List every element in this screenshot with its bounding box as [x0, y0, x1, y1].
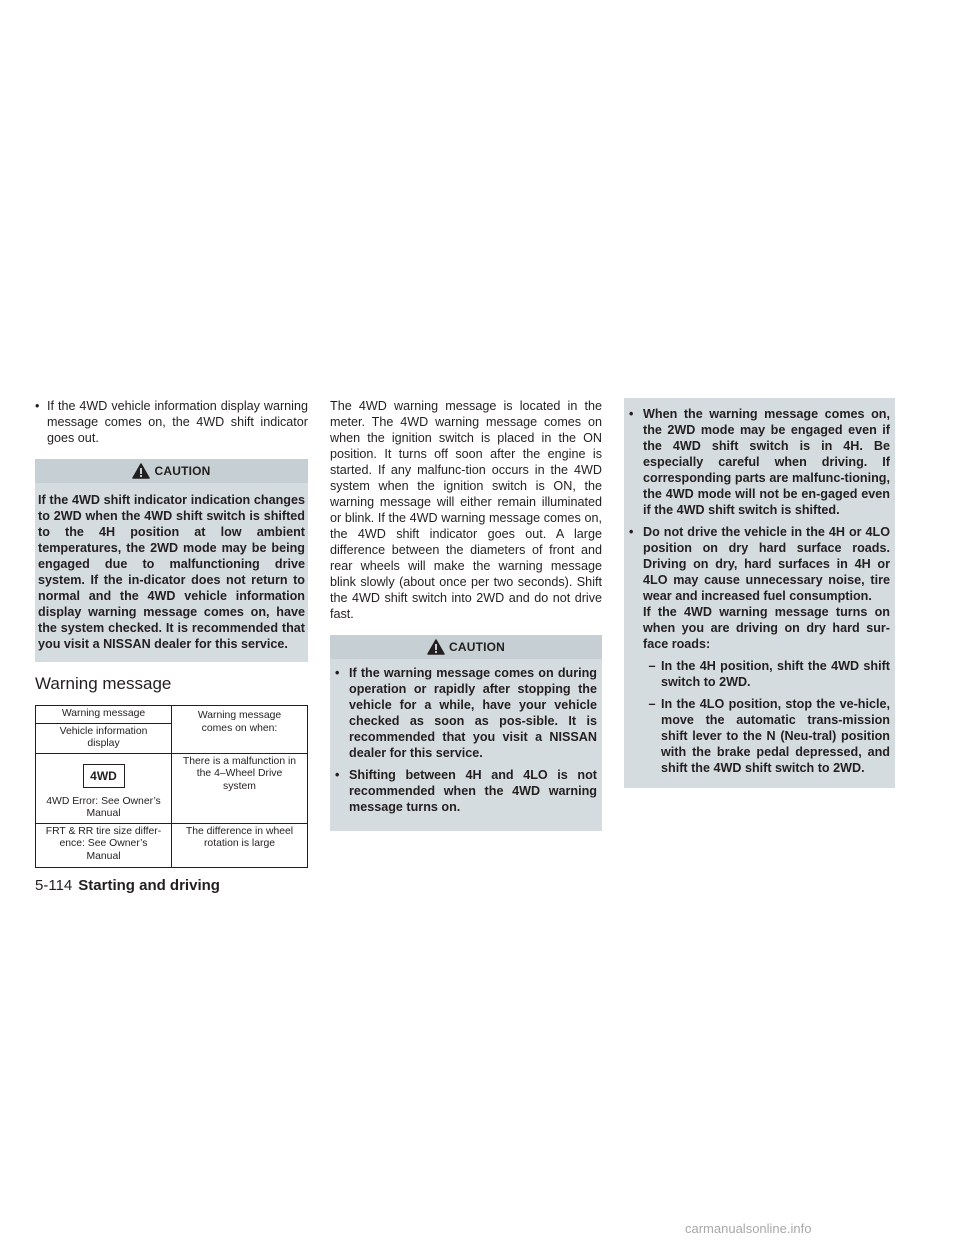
table-header-cell: Warning message comes on when:	[172, 706, 308, 754]
caution-heading	[330, 635, 602, 659]
bullet-mark: •	[35, 399, 40, 413]
caution-box-2	[330, 635, 602, 831]
table-row	[36, 823, 308, 868]
4wd-badge-icon: 4WD	[83, 764, 125, 788]
chapter-title: Starting and driving	[78, 877, 220, 894]
list-item-text: If the warning message comes on during operation or rapidly after stopping the vehicle for a while, have your vehicle checked as soon as pos-sible. It is recommended that you visit a NISSAN dealer for this service.	[349, 666, 597, 760]
table-cell-label: 4WD Error: See Owner’s Manual	[46, 795, 161, 819]
body-paragraph: The 4WD warning message is located in the meter. The 4WD warning message comes on when the ignition switch is placed in the ON position. It turns off soon after the engine is started. If any malfunc-tion occurs in the 4WD system when the ignition switch is ON, the warning message will either remain illuminated or blink. If the 4WD warning message comes on, the 4WD shift indicator goes out. A large difference between the diameters of front and rear wheels will make the warning message blink slowly (about once per two seconds). Shift the 4WD shift switch into 2WD and do not drive fast.	[330, 399, 602, 621]
warning-triangle-icon	[132, 463, 150, 479]
page-number: 5-114	[35, 877, 73, 894]
column-left	[35, 398, 308, 868]
caution-text: If the 4WD shift indicator indication changes to 2WD when the 4WD shift switch is shifted to the 4H position at low ambient temperatures, the 2WD mode may be being engaged due to malfunctioning drive system. If the in-dicator does not return to normal and the 4WD vehicle information display warning message comes on, have the system checked. It is recommended that you visit a NISSAN dealer for this service.	[38, 493, 305, 651]
caution-heading-label: CAUTION	[154, 464, 211, 478]
caution-list	[330, 659, 602, 815]
caution-box-1	[35, 459, 308, 662]
list-item-text-part: Do not drive the vehicle in the 4H or 4LO position on dry hard surface roads. Driving on dry, hard surfaces in 4H or 4LO may cause unnecessary noise, tire wear and increased fuel consumption.	[643, 525, 890, 603]
list-item	[335, 665, 597, 761]
table-cell: There is a malfunction in the 4–Wheel Drive system	[172, 753, 308, 823]
column-middle	[330, 398, 602, 831]
table-cell: The difference in wheel rotation is large	[172, 823, 308, 868]
sub-list-item-text: In the 4LO position, stop the ve-hicle, move the automatic trans-mission shift lever to the N (Neu-tral) position with the brake pedal depressed, and shift the 4WD shift switch to 2WD.	[661, 697, 890, 775]
caution-heading-label: CAUTION	[448, 640, 506, 654]
list-item	[335, 767, 597, 815]
watermark: carmanualsonline.info	[685, 1221, 812, 1236]
list-item-text: Shifting between 4H and 4LO is not recommended when the 4WD warning message turns on.	[349, 768, 597, 814]
dash-mark: –	[648, 697, 656, 711]
caution-list	[624, 400, 895, 776]
column-right	[624, 398, 895, 788]
caution-heading	[35, 459, 308, 483]
list-item	[629, 406, 890, 518]
bullet-mark: •	[629, 525, 634, 539]
sub-list-item	[643, 658, 890, 690]
warning-triangle-icon	[427, 639, 445, 655]
table-header-cell: Warning message	[36, 706, 172, 724]
dash-mark: –	[648, 659, 656, 673]
table-header-cell: Vehicle information display	[36, 723, 172, 753]
table-cell	[36, 753, 172, 823]
bullet-mark: •	[629, 407, 634, 421]
table-cell: FRT & RR tire size differ-ence: See Owner’s Manual	[36, 823, 172, 868]
list-item-text	[643, 524, 890, 652]
list-item	[629, 524, 890, 652]
warning-message-table	[35, 705, 308, 868]
list-item-text: When the warning message comes on, the 2WD mode may be engaged even if the 4WD shift switch is in 4H. Be especially careful when driving. If corresponding parts are malfunc-tioning, the 4WD mode will not be en-gaged even if the 4WD shift switch is shifted.	[643, 407, 890, 517]
section-title: Warning message	[35, 674, 172, 693]
sub-list-item	[643, 696, 890, 776]
continuation-text: If the 4WD warning message turns on when you are driving on dry hard sur-face roads:	[643, 605, 890, 651]
intro-bullet-text: If the 4WD vehicle information display warning message comes on, the 4WD shift indicator goes out.	[47, 399, 308, 445]
sub-list-item-text: In the 4H position, shift the 4WD shift switch to 2WD.	[661, 659, 890, 689]
bullet-mark: •	[335, 768, 340, 782]
page-footer	[35, 877, 220, 894]
table-row	[36, 706, 308, 724]
bullet-mark: •	[335, 666, 340, 680]
table-row	[36, 753, 308, 823]
intro-bullet	[35, 398, 308, 446]
caution-continuation-box	[624, 398, 895, 788]
